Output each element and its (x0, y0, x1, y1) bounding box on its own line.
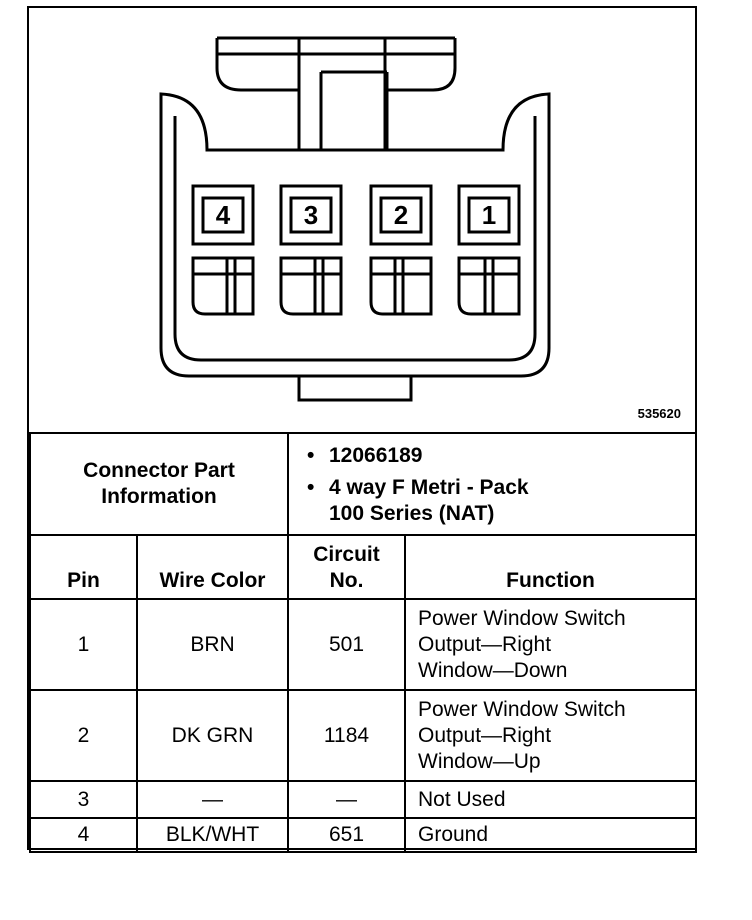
part-info-label-line2: Information (101, 485, 217, 508)
part-description-line2: 100 Series (NAT) (329, 502, 495, 525)
part-number-text: 12066189 (329, 444, 423, 467)
connector-drawing (29, 8, 695, 432)
function-line: Power Window Switch (418, 697, 626, 721)
cavity-1 (459, 258, 519, 314)
table-row (30, 781, 696, 818)
row-wire: — (137, 781, 288, 818)
table-header-row (30, 535, 696, 599)
row-function (405, 690, 696, 781)
pin-label-4: 4 (215, 200, 231, 230)
figure-id: 535620 (637, 406, 681, 421)
header-circuit-line2: No. (329, 569, 364, 592)
header-wire-color: Wire Color (137, 535, 288, 599)
function-line: Output—Right (418, 723, 552, 747)
row-wire: DK GRN (137, 690, 288, 781)
header-function: Function (405, 535, 696, 599)
row-circuit: 651 (288, 818, 405, 852)
cavity-4 (193, 258, 253, 314)
row-function (405, 599, 696, 690)
pinout-table (29, 432, 697, 853)
row-circuit: 1184 (288, 690, 405, 781)
connector-key (299, 376, 411, 400)
table-row (30, 818, 696, 852)
part-number (307, 441, 695, 471)
row-pin: 1 (30, 599, 137, 690)
header-circuit-line1: Circuit (313, 543, 380, 566)
row-function (405, 818, 696, 852)
row-pin: 2 (30, 690, 137, 781)
cavity-3 (281, 258, 341, 314)
pin-label-1: 1 (481, 200, 497, 230)
pin-label-2: 2 (393, 200, 409, 230)
cavity-2 (371, 258, 431, 314)
part-info-label-line1: Connector Part (83, 459, 235, 482)
function-line: Window—Up (418, 749, 541, 773)
function-line: Ground (418, 823, 489, 846)
function-line: Output—Right (418, 632, 552, 656)
row-wire: BRN (137, 599, 288, 690)
connector-diagram (29, 8, 695, 432)
connector-body (161, 94, 549, 376)
header-circuit (288, 535, 405, 599)
function-line: Window—Down (418, 658, 568, 682)
table-row (30, 690, 696, 781)
bullet: • (307, 444, 315, 467)
row-circuit: — (288, 781, 405, 818)
function-line: Not Used (418, 787, 506, 811)
part-info-values (288, 433, 696, 535)
part-description (307, 475, 695, 527)
header-pin: Pin (30, 535, 137, 599)
part-info-label (30, 433, 288, 535)
row-wire: BLK/WHT (137, 818, 288, 852)
diagram-frame (27, 6, 697, 850)
pin-label-3: 3 (303, 200, 319, 230)
part-description-line1: 4 way F Metri - Pack (329, 476, 529, 499)
bullet: • (307, 476, 315, 499)
row-pin: 3 (30, 781, 137, 818)
part-info-row (30, 433, 696, 535)
row-pin: 4 (30, 818, 137, 852)
row-function (405, 781, 696, 818)
row-circuit: 501 (288, 599, 405, 690)
table-row (30, 599, 696, 690)
function-line: Power Window Switch (418, 606, 626, 630)
